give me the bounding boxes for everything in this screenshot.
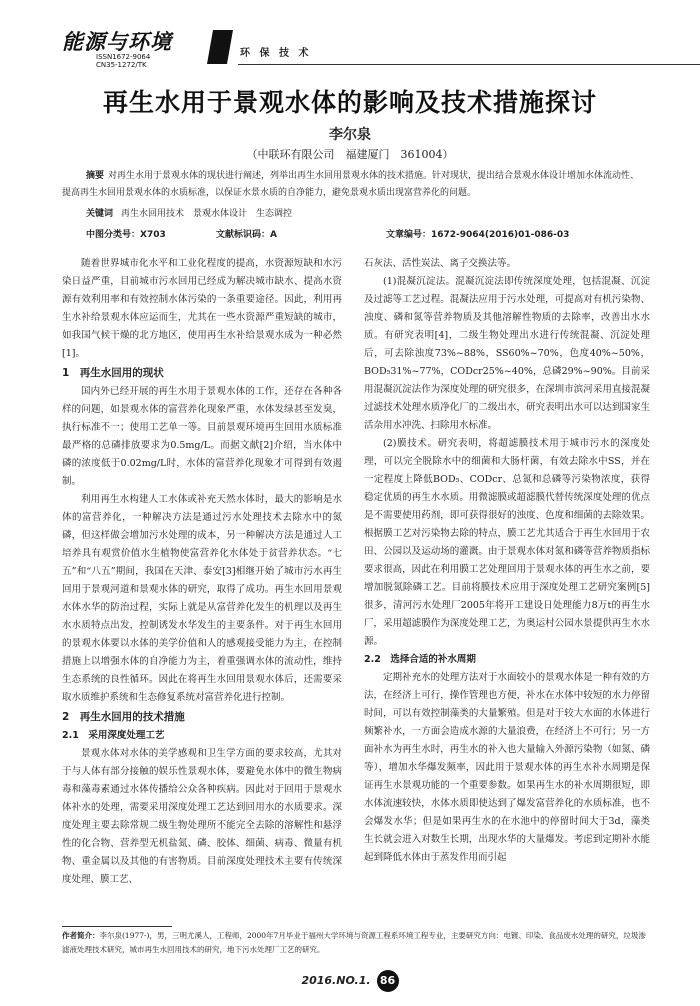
article-number: 文章编号：1672-9064(2016)01-086-03 — [386, 230, 570, 240]
author-footnote — [62, 929, 652, 957]
footnote-text: 李尔泉(1977-)，男，三明尤溪人，工程师，2000年7月毕业于福州大学环境与资源工程系环境工程专业，主要研究方向：电镀、印染、食品废水处理的研究，垃圾渗滤液处理技术研究，城市再生水回用技术的研究，地下污水处理厂工艺的研究。 — [62, 931, 646, 954]
footnote-label: 作者简介： — [62, 931, 100, 940]
body-paragraph: 石灰法、活性炭法、离子交换法等。 — [364, 258, 517, 269]
journal-masthead — [62, 24, 662, 76]
keywords — [86, 206, 292, 219]
body-paragraph: 国内外已经开展的再生水用于景观水体的工作，还存在各种各样的问题，如景观水体的富营养化现象严重，水体发绿甚至发臭，执行标准不一；使用工艺单一等。目前景观环境再生回用水质标准最严格的总磷排放要求为0.5mg/L。而据文献[2]介绍，当水体中磷的浓度低于0.02mg/L时，水体的富营养化现象才可得到有效遏制。 — [62, 386, 342, 487]
section-heading-2: 2 再生水回用的技术措施 — [62, 711, 185, 723]
article-title: 再生水用于景观水体的影响及技术措施探讨 — [102, 88, 597, 117]
journal-title: 能源与环境 — [62, 29, 172, 54]
page-number: 86 — [377, 970, 399, 992]
body-left-column — [62, 255, 342, 889]
body-right-column — [364, 255, 650, 867]
footnote-rule — [62, 926, 172, 927]
keywords-text: 再生水回用技术 景观水体设计 生态调控 — [121, 209, 293, 219]
journal-issn-cn — [96, 53, 150, 69]
journal-issn: ISSN1672-9064 — [96, 53, 151, 61]
journal-cn: CN35-1272/TK — [96, 61, 147, 69]
masthead-rule — [238, 64, 700, 65]
section-heading-1: 1 再生水回用的现状 — [62, 367, 164, 379]
body-paragraph: 利用再生水构建人工水体或补充天然水体时，最大的影响是水体的富营养化，一种解决方法是通过污水处理技术去除水中的氮磷，但这样做会增加污水处理的成本，另一种解决方法是通过人工培养具有观赏价值水生植物使富营养化水体处于贫营养状态。“七五”和“八五”期间，我国在天津、泰安[3]相继开始了城市污水再生回用于景观河道和景观水体的研究，取得了成功。再生水回用景观水体水华的防治过程，实际上就是从富营养化发生的机理以及再生水水质特点出发，控制诱发水华发生的主要条件。对于再生水回用的景观水体要以水体的美学价值和人的感观接受能力为主，在控制措施上以增强水体的自净能力为主，着重强调水体的流动性，维持生态系统的良性循环。因此在将再生水回用景观水体后，还需要采取水质维护系统和生态修复系统对富营养化进行控制。 — [62, 494, 342, 703]
document-code: 文献标识码：A — [216, 230, 277, 240]
journal-column: 环 保 技 术 — [240, 48, 312, 59]
abstract-label: 摘要 — [86, 171, 105, 181]
article-affiliation: （中联环有限公司 福建厦门 361004） — [246, 148, 454, 161]
body-paragraph: 景观水体对水体的美学感观和卫生学方面的要求较高，尤其对于与人体有部分接触的娱乐性景观水体，要避免水体中的微生物病毒和藻毒素通过水体传播给公众各种疾病。因此对于回用于景观水体补水的处理，需要采用深度处理工艺达到回用水的水质要求。深度处理主要去除常规二级生物处理所不能完全去除的溶解性和悬浮性的化合物、营养型无机盐氮、磷、胶体、细菌、病毒、微量有机物、重金属以及其他的有害物质。目前深度处理技术主要有传统深度处理、膜工艺、 — [62, 748, 342, 885]
abstract — [62, 168, 642, 202]
body-paragraph: 定期补充水的处理方法对于水面较小的景观水体是一种有效的方法，在经济上可行，操作管理也方便，补水在水体中较短的水力停留时间，可以有效控制藻类的大量繁殖。但是对于较大水面的水体进行频繁补水，一方面会造成水源的大量浪费，在经济上不可行；另一方面补水为再生水时，再生水的补入也大量输入外源污染物（如氮、磷等），增加水华爆发频率，因此用于景观水体的再生水补水周期是保证再生水景观功能的一个重要参数。如果再生水的补水周期很短，即水体流速较快，水体水质即使达到了爆发富营养化的水质标准，也不会爆发水华；但是如果再生水的在水池中的停留时间大于3d，藻类生长就会进入对数生长期，出现水华的大量爆发。考虑到定期补水能起到降低水体由于蒸发作用而引起 — [364, 672, 650, 863]
keywords-label: 关键词 — [86, 209, 114, 219]
abstract-text: 对再生水用于景观水体的现状进行阐述，列举出再生水回用景观水体的技术措施。针对现状，提出结合景观水体设计增加水体流动性、提高再生水回用景观水体的水质标准，以保证水景水质的自净能力，避免景观水质出现富营养化的问题。 — [62, 171, 640, 198]
body-paragraph: (1)混凝沉淀法。混凝沉淀法即传统深度处理，包括混凝、沉淀及过滤等工艺过程。混凝法应用于污水处理，可提高对有机污染物、浊度、磷和氮等营养物质及其他溶解性物质的去除率，改善出水水质。有研究表明[4]，二级生物处理出水进行传统混凝、沉淀处理后，可去除浊度73%~88%，SS60%~70%，色度40%~50%，BOD₅31%~77%，CODcr25%~40%，总磷29%~90%。目前采用混凝沉淀法作为深度处理的研究很多，在深圳市滨河采用直接混凝过滤技术处理水质净化厂的二级出水，研究表明出水可以达到国家生活杂用水冲洗、扫除用水标准。 — [364, 276, 650, 431]
clc-number: 中图分类号：X703 — [86, 230, 166, 240]
issue-label: 2016.NO.1. — [301, 974, 371, 987]
subsection-heading-2-2: 2.2 选择合适的补水周期 — [364, 654, 476, 665]
body-paragraph: 随着世界城市化水平和工业化程度的提高，水资源短缺和水污染日益严重，目前城市污水回用已经成为解决城市缺水、提高水资源有效利用率和有效控制水体污染的一条重要途径。因此，利用再生水补给景观水体应运而生，尤其在一些水资源严重短缺的城市，如我国气候干燥的北方地区，使用再生水补给景观水成为一种必然[1]。 — [62, 258, 342, 359]
page-footer — [0, 970, 700, 992]
body-paragraph: (2)膜技术。研究表明，将超滤膜技术用于城市污水的深度处理，可以完全脱除水中的细菌和大肠杆菌，有效去除水中SS，并在一定程度上降低BOD₅、CODcr、总氮和总磷等污染物浓度，获得稳定优质的再生水水质。用微滤膜或超滤膜代替传统深度处理的优点是不需要使用药剂，即可获得很好的浊度、色度和细菌的去除效果。根据膜工艺对污染物去除的特点，膜工艺尤其适合于再生水回用于农田、公园以及运动场的灌溉。由于景观水体对氮和磷等营养物质指标要求很高，因此在利用膜工艺处理回用于景观水体的再生水之前，要增加脱氮除磷工艺。目前将膜技术应用于深度处理工艺研究案例[5]很多，清河污水处理厂2005年将开工建设日处理能力8万t的再生水厂，采用超滤膜作为深度处理工艺，为奥运村公园水景提供再生水水源。 — [364, 438, 650, 647]
article-author: 李尔泉 — [329, 127, 371, 143]
subsection-heading-2-1: 2.1 采用深度处理工艺 — [62, 730, 165, 741]
masthead-bar — [207, 30, 233, 64]
